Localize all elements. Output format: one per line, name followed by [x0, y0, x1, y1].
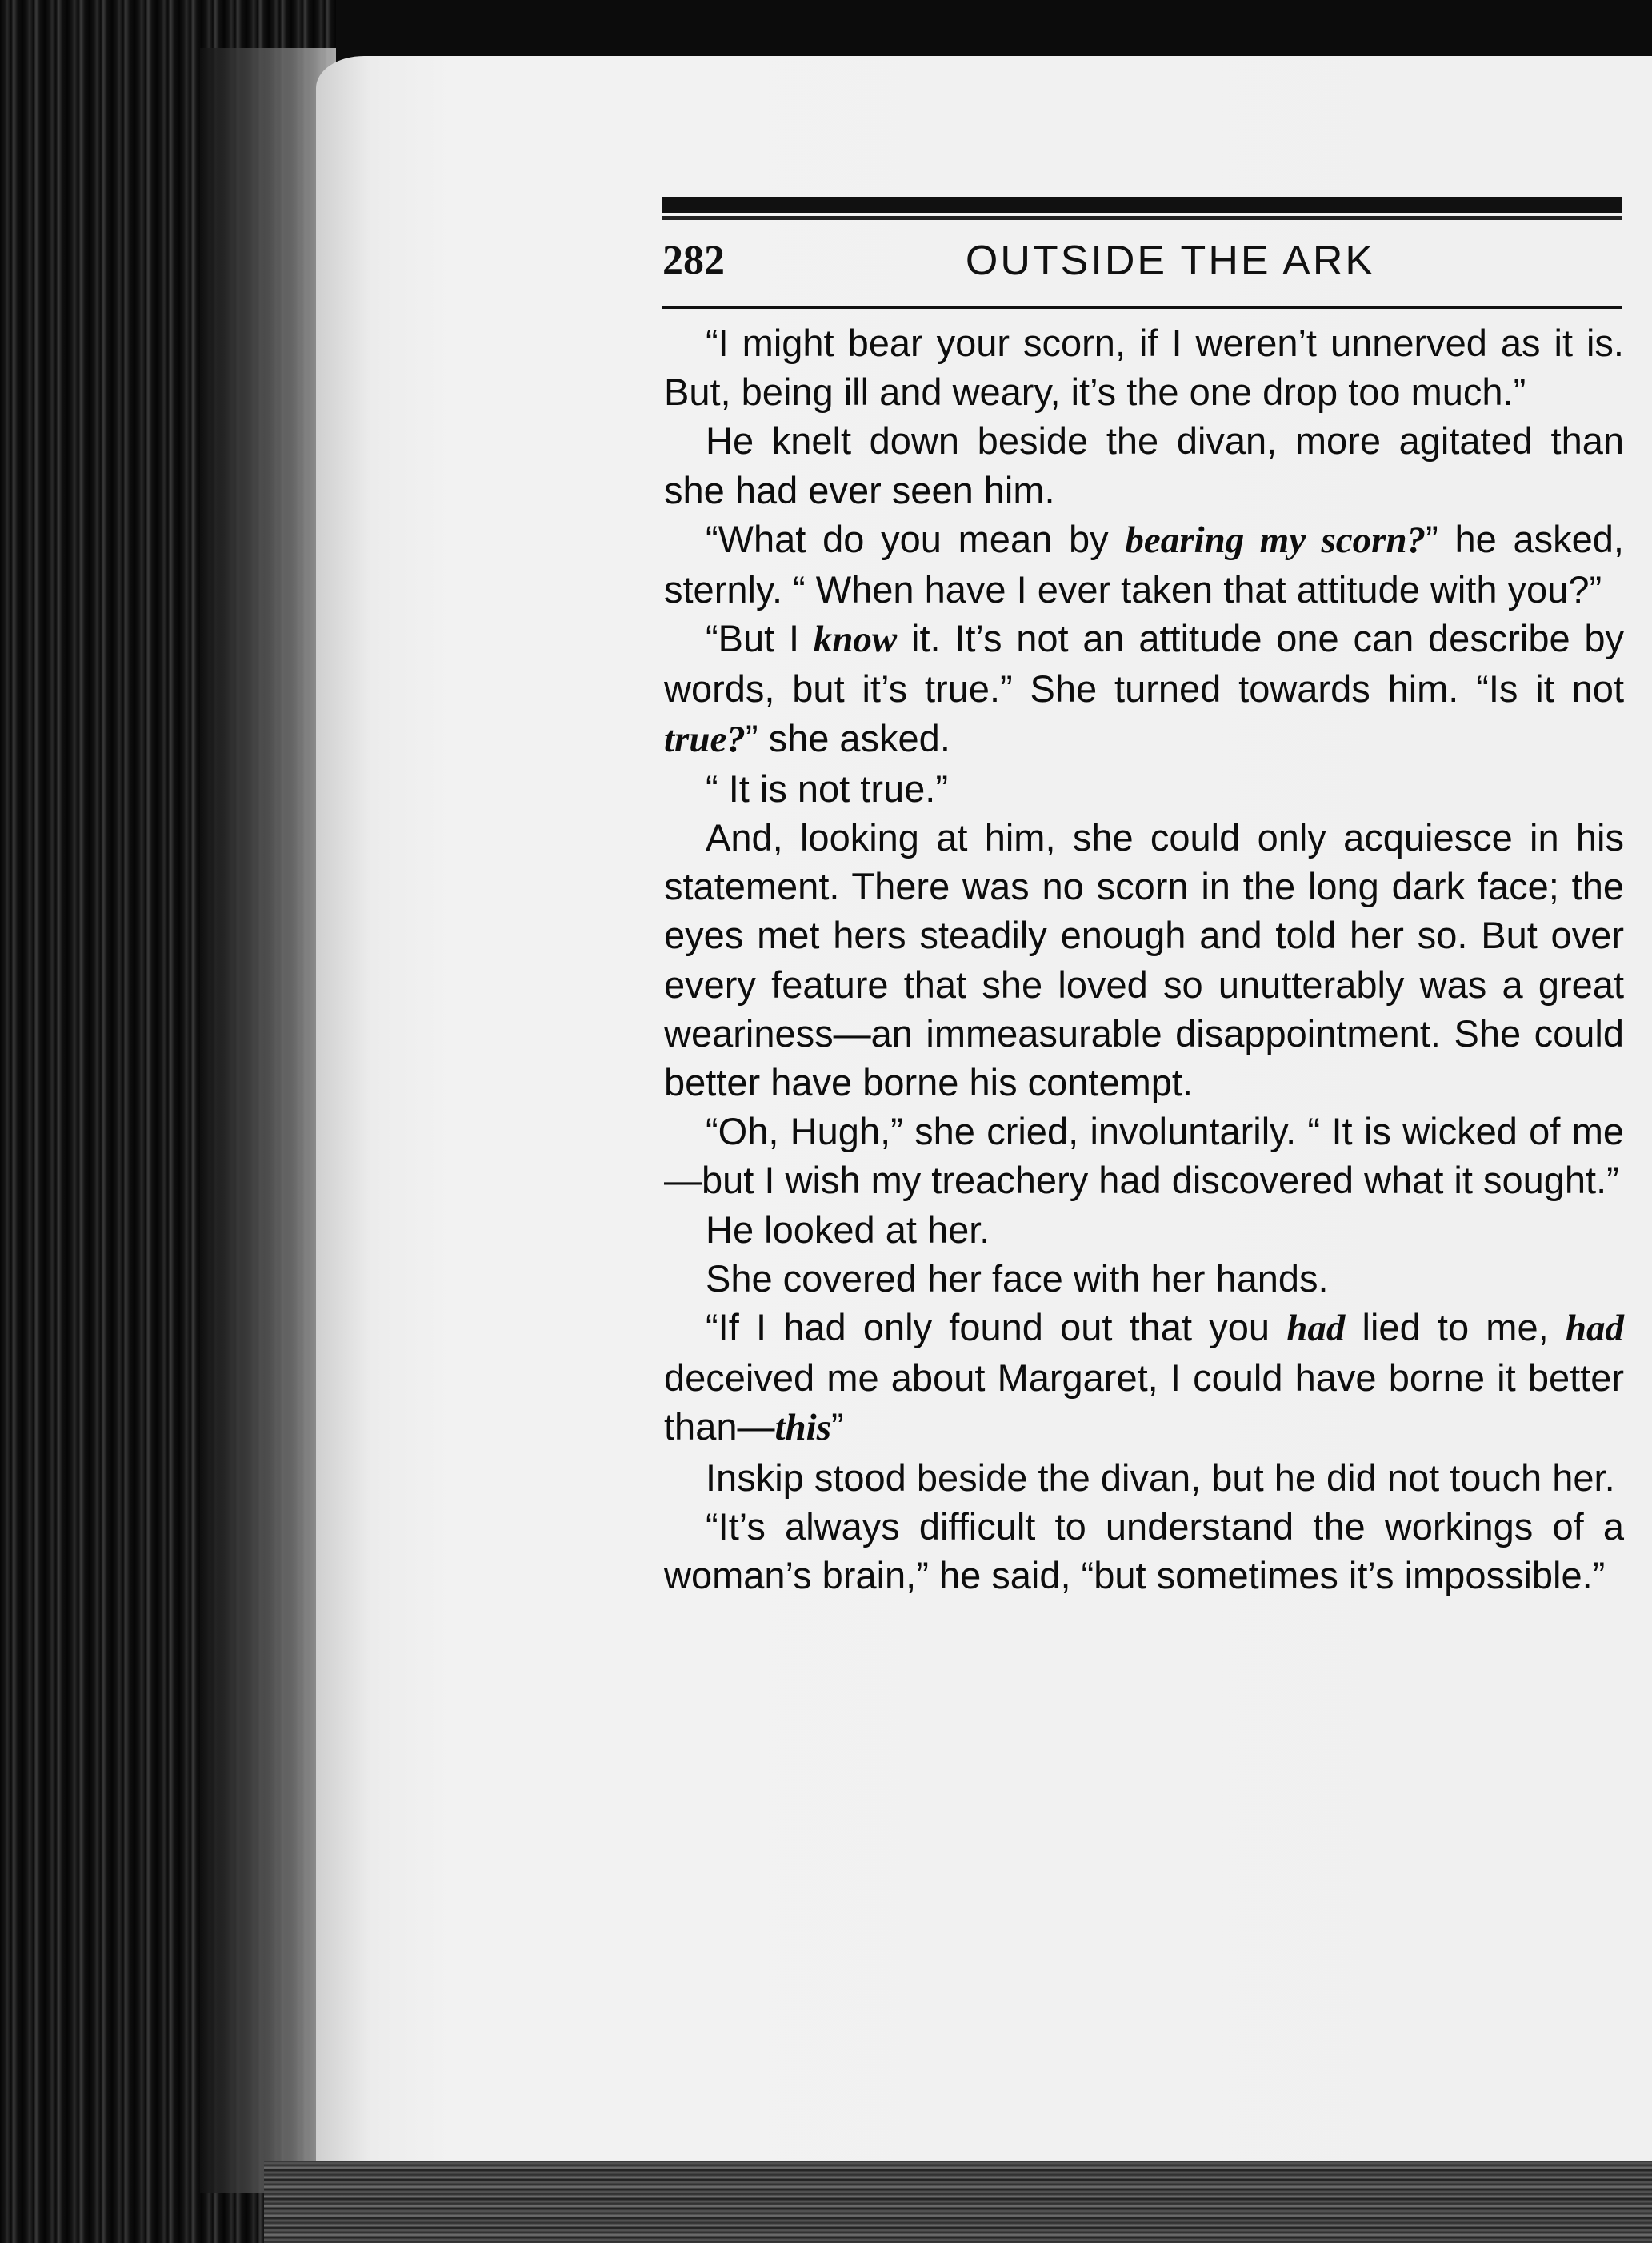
italic-text: know: [813, 619, 898, 661]
paragraph: “Oh, Hugh,” she cried, involuntarily. “ It is wicked of me—but I wish my treachery had discovered what it sought.”: [664, 1110, 1624, 1202]
body-text: [664, 318, 1624, 1600]
paragraph: He looked at her.: [706, 1208, 990, 1251]
paragraph: Inskip stood beside the divan, but he did not touch her.: [706, 1456, 1615, 1499]
text-run: it. It’s not an attitude one can describe by words, but it’s true.” She turned towards him. “Is it not: [664, 617, 1624, 711]
paragraph: And, looking at him, she could only acquiesce in his statement. There was no scorn in the long dark face; the eyes met hers steadily enough and told her so. But over every feature that she loved so unutterably was a great weariness—an immeasurable disappointment. She could better have borne his contempt.: [664, 816, 1624, 1104]
paragraph: [664, 614, 1624, 764]
text-run: “If I had only found out that you: [706, 1306, 1287, 1349]
paragraph: He knelt down beside the divan, more agitated than she had ever seen him.: [664, 419, 1624, 511]
header-underline: [662, 306, 1622, 309]
paragraph: “ It is not true.”: [706, 767, 948, 810]
paragraph: She covered her face with her hands.: [706, 1256, 1329, 1300]
paragraph: [664, 515, 1624, 614]
text-run: deceived me about Margaret, I could have borne it better than—: [664, 1356, 1624, 1448]
text-run: ”: [831, 1405, 844, 1448]
paragraph: [664, 1303, 1624, 1453]
running-header: [662, 230, 1622, 294]
italic-text: true?: [664, 718, 746, 760]
text-run: lied to me,: [1345, 1306, 1566, 1349]
text-run: ” he asked, sternly. “ When have I ever taken that attitude with you?”: [664, 517, 1624, 611]
italic-text: bearing my scorn?: [1125, 519, 1426, 561]
running-title: OUTSIDE THE ARK: [965, 238, 1376, 284]
page-edges: [264, 2161, 1652, 2243]
page-number: 282: [662, 238, 725, 283]
paragraph: “It’s always difficult to understand the workings of a woman’s brain,” he said, “but sometimes it’s impossible.”: [664, 1504, 1624, 1597]
header-rule: [662, 197, 1622, 213]
paragraph: “I might bear your scorn, if I weren’t unnerved as it is. But, being ill and weary, it’s the one drop too much.”: [664, 322, 1624, 414]
text-run: “But I: [706, 617, 814, 660]
italic-text: had: [1286, 1308, 1346, 1350]
header-rule-thin: [662, 216, 1622, 220]
italic-text: had: [1565, 1308, 1624, 1350]
text-run: “What do you mean by: [706, 517, 1126, 560]
italic-text: this: [774, 1407, 832, 1449]
text-run: ” she asked.: [745, 716, 950, 759]
